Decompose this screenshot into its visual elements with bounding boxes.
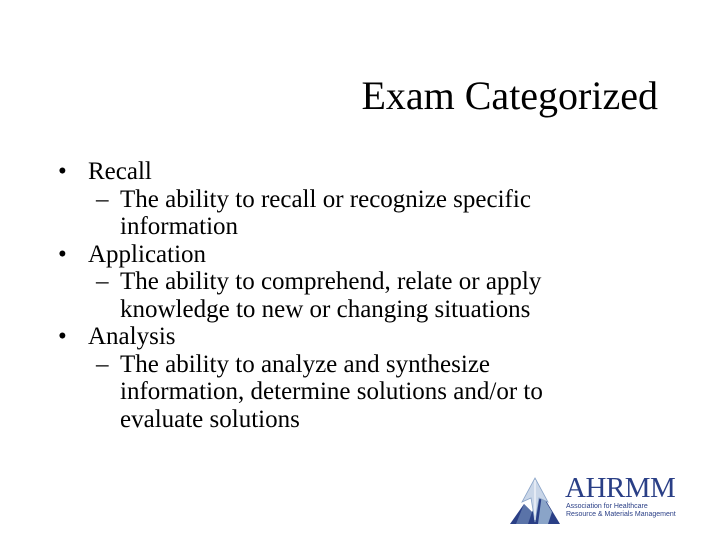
bullet-row — [58, 241, 658, 269]
bullet-marker: • — [58, 240, 67, 268]
bullet-label: Analysis — [88, 323, 176, 350]
list-item — [58, 241, 658, 324]
sub-bullet-line: information — [120, 213, 239, 240]
sub-bullet-line: The ability to recall or recognize specific — [120, 185, 531, 213]
bullet-row — [58, 323, 658, 351]
bullet-marker: • — [58, 158, 67, 185]
sub-bullet-line: knowledge to new or changing situations — [120, 295, 531, 323]
dash-marker: – — [96, 185, 109, 213]
bullet-label: Application — [88, 240, 207, 268]
logo-tagline-line: Resource & Materials Management — [566, 510, 676, 518]
logo-wordmark: AHRMM — [565, 472, 676, 504]
sub-bullet-line: evaluate solutions — [120, 405, 300, 433]
sub-bullet — [58, 186, 658, 241]
bullet-list — [58, 158, 658, 433]
list-item — [58, 323, 658, 433]
logo-tagline — [566, 503, 676, 518]
sub-bullet-line: The ability to analyze and synthesize — [120, 350, 491, 378]
ahrmm-logo — [508, 472, 692, 528]
bullet-label: Recall — [88, 158, 152, 185]
sub-bullet — [58, 351, 658, 434]
slide-title: Exam Categorized — [361, 73, 658, 118]
bullet-marker: • — [58, 323, 67, 350]
dash-marker: – — [96, 268, 109, 295]
sub-bullet-line: information, determine solutions and/or to — [120, 378, 543, 405]
dash-marker: – — [96, 350, 109, 378]
bullet-row — [58, 158, 658, 186]
logo-tagline-line: Association for Healthcare — [566, 503, 648, 510]
arrow-mountain-icon — [508, 476, 562, 526]
sub-bullet — [58, 268, 658, 323]
list-item — [58, 158, 658, 241]
sub-bullet-line: The ability to comprehend, relate or apply — [120, 268, 542, 295]
